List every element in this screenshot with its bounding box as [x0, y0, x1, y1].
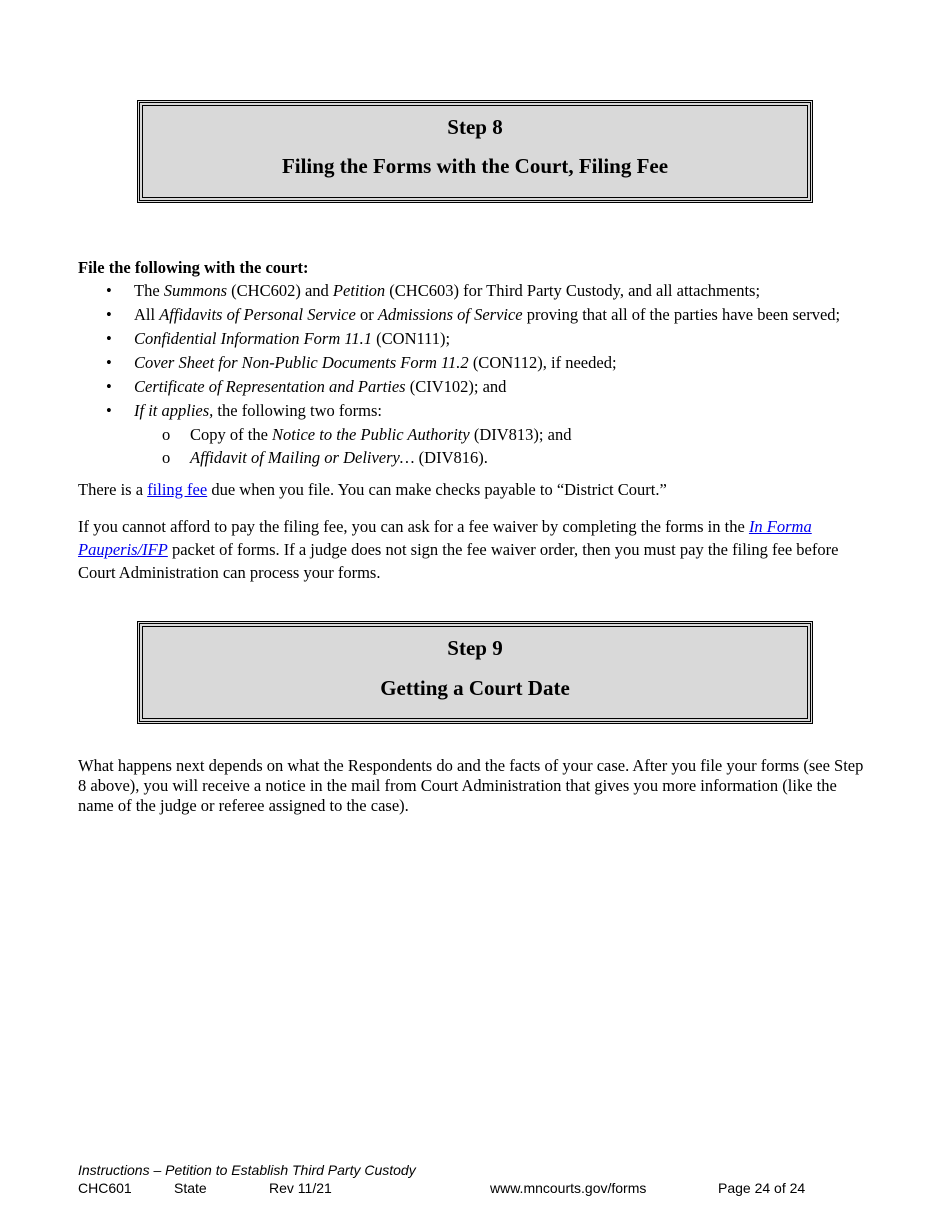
list-item — [78, 279, 868, 303]
file-section — [78, 256, 868, 469]
bullet-icon: • — [106, 281, 112, 300]
footer-revision: Rev 11/21 — [269, 1180, 332, 1196]
ifp-link[interactable]: In Forma Pauperis/IFP — [78, 517, 812, 559]
list-item-1-text-4: proving that all of the parties have been served; — [522, 305, 841, 324]
circle-bullet-icon: o — [162, 425, 171, 444]
list-item-0-text-2: (CHC602) and — [227, 281, 333, 300]
sub-list-item-1-text-1: (DIV816). — [414, 448, 488, 467]
footer-doc-title: Instructions – Petition to Establish Third Party Custody — [78, 1162, 416, 1178]
list-item-1-text-1: Affidavits of Personal Service — [159, 305, 356, 324]
fee-text-before: There is a — [78, 480, 148, 499]
file-heading: File the following with the court: — [78, 258, 309, 277]
circle-bullet-icon: o — [162, 448, 171, 467]
ifp-text-after: packet of forms. If a judge does not sign the fee waiver order, then you must pay the filing fee before Court Administration can process your forms. — [78, 540, 839, 582]
list-item-0-text-1: Summons — [163, 281, 228, 300]
next-steps-paragraph: What happens next depends on what the Respondents do and the facts of your case. After you file your forms (see Step 8 above), you will receive a notice in the mail from Court Administration that gives you more information (like the name of the judge or referee assigned to the case). — [78, 756, 864, 815]
fee-text-after: due when you file. You can make checks payable to “District Court.” — [207, 480, 667, 499]
footer-scope: State — [174, 1180, 207, 1196]
bullet-icon: • — [106, 305, 112, 324]
step8-title: Filing the Forms with the Court, Filing Fee — [281, 154, 669, 178]
bullet-icon: • — [106, 377, 112, 396]
sub-list-item-0-text-2: (DIV813); and — [469, 425, 572, 444]
list-item-5-text-1: the following two forms: — [213, 401, 382, 420]
fee-paragraph — [78, 478, 868, 501]
list-item-3-text-1: (CON112), if needed; — [468, 353, 617, 372]
file-list — [78, 279, 868, 423]
list-item — [78, 303, 868, 327]
list-item — [78, 375, 868, 399]
list-item-5-text-0: If it applies, — [134, 401, 214, 420]
step8-number: Step 8 — [447, 115, 503, 139]
footer-form-id: CHC601 — [78, 1180, 132, 1196]
conditional-forms-list — [78, 423, 868, 469]
list-item — [78, 399, 868, 423]
step9-title: Getting a Court Date — [380, 676, 570, 700]
footer-website: www.mncourts.gov/forms — [490, 1180, 647, 1196]
sub-list-item — [78, 423, 868, 446]
list-item-0-text-3: Petition — [332, 281, 386, 300]
list-item — [78, 327, 868, 351]
bullet-icon: • — [106, 329, 112, 348]
step9-number: Step 9 — [447, 636, 503, 660]
step9-header-box — [137, 621, 813, 724]
sub-list-item — [78, 446, 868, 469]
filing-fee-link[interactable]: filing fee — [147, 480, 208, 499]
footer-page-number: Page 24 of 24 — [718, 1180, 806, 1196]
bullet-icon: • — [106, 401, 112, 420]
list-item-4-text-1: (CIV102); and — [405, 377, 507, 396]
sub-list-item-0-text-0: Copy of the — [190, 425, 273, 444]
list-item-1-text-3: Admissions of Service — [377, 305, 523, 324]
ifp-text-before: If you cannot afford to pay the filing fee, you can ask for a fee waiver by completing the forms in the — [78, 517, 749, 536]
list-item-3-text-0: Cover Sheet for Non-Public Documents Form 11.2 — [134, 353, 469, 372]
list-item-2-text-1: (CON111); — [372, 329, 451, 348]
list-item-4-text-0: Certificate of Representation and Parties — [134, 377, 406, 396]
bullet-icon: • — [106, 353, 112, 372]
list-item-2-text-0: Confidential Information Form 11.1 — [134, 329, 373, 348]
list-item — [78, 351, 868, 375]
sub-list-item-1-text-0: Affidavit of Mailing or Delivery… — [190, 448, 415, 467]
list-item-0-text-4: (CHC603) for Third Party Custody, and all attachments; — [385, 281, 761, 300]
list-item-1-text-0: All — [134, 305, 160, 324]
list-item-1-text-2: or — [355, 305, 378, 324]
list-item-0-text-0: The — [134, 281, 164, 300]
ifp-paragraph — [78, 515, 868, 584]
step8-header-box — [137, 100, 813, 203]
sub-list-item-0-text-1: Notice to the Public Authority — [272, 425, 470, 444]
